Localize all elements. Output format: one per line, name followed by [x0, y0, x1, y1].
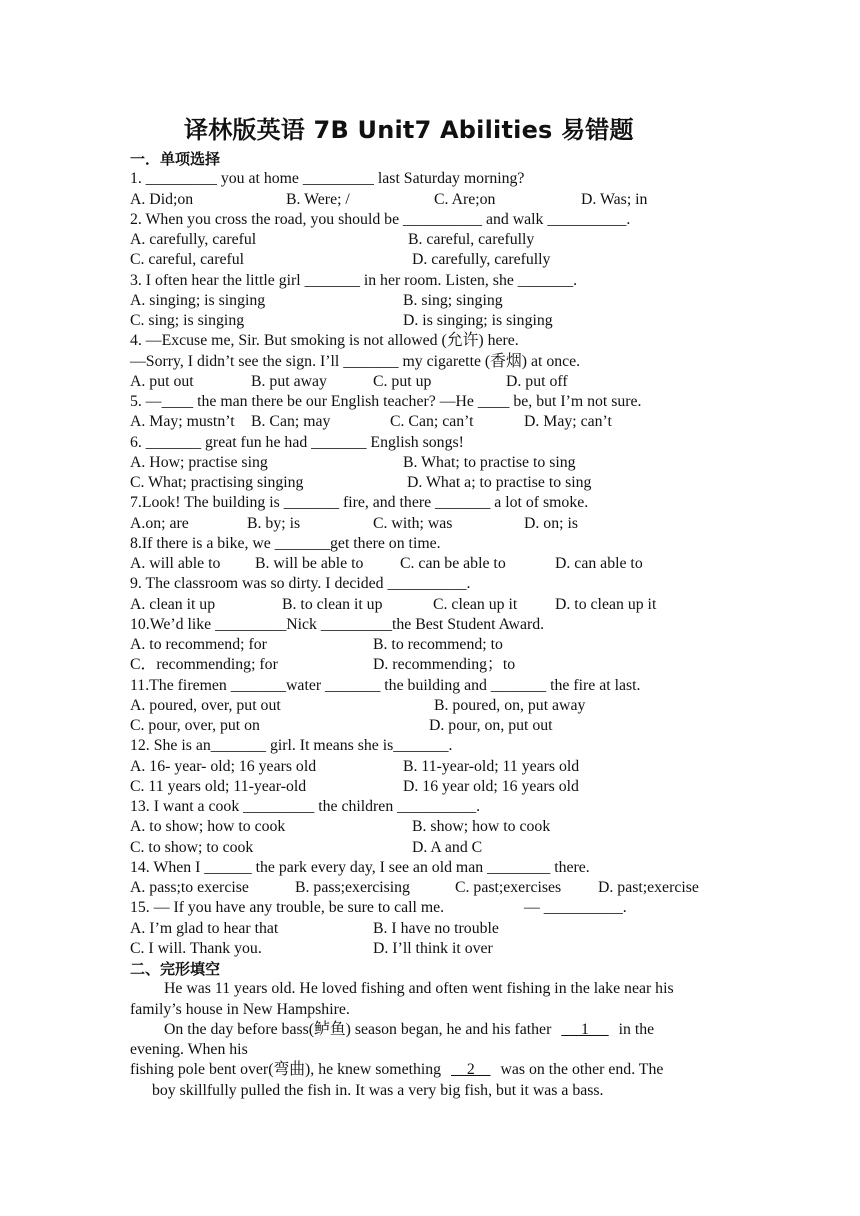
option-d: D. can able to	[555, 555, 643, 572]
question-7-options	[130, 514, 740, 534]
question-6-options-row1	[130, 453, 740, 473]
option-a: A. pass;to exercise	[130, 879, 249, 896]
option-d: D. past;exercise	[598, 879, 699, 896]
option-a: A. I’m glad to hear that	[130, 919, 279, 937]
option-a: A. May; mustn’t	[130, 413, 235, 431]
question-3-options-row2	[130, 311, 740, 331]
option-d: D. May; can’t	[524, 413, 612, 431]
option-b: B. pass;exercising	[295, 879, 410, 896]
option-b: B. I have no trouble	[373, 919, 499, 937]
document-title: 译林版英语 7B Unit7 Abilities 易错题	[184, 116, 634, 144]
option-d: D. A and C	[412, 838, 483, 856]
option-b: B. 11-year-old; 11 years old	[403, 757, 580, 775]
option-b: B. will be able to	[255, 555, 364, 572]
question-9: 9. The classroom was so dirty. I decided __________.	[130, 575, 471, 593]
question-15-prompt: 15. — If you have any trouble, be sure to call me.	[130, 899, 445, 917]
option-c: C. with; was	[373, 514, 453, 532]
question-12: 12. She is an_______ girl. It means she is_______.	[130, 737, 453, 755]
section-heading-multiple-choice: 一．单项选择	[130, 150, 221, 168]
question-11-options-row2	[130, 716, 740, 736]
question-2: 2. When you cross the road, you should be __________ and walk __________.	[130, 210, 631, 228]
question-4-options	[130, 372, 740, 392]
option-d: D. is singing; is singing	[403, 312, 553, 329]
option-a: A. Did;on	[130, 190, 194, 208]
cloze-paragraph-3-line2: boy skillfully pulled the fish in. It was a very big fish, but it was a bass.	[152, 1081, 604, 1099]
question-3-options-row1	[130, 291, 740, 311]
question-4-line1: 4. —Excuse me, Sir. But smoking is not allowed (允许) here.	[130, 332, 519, 350]
option-d: D. What a; to practise to sing	[407, 474, 592, 491]
option-c: C. I will. Thank you.	[130, 939, 262, 957]
question-10-options-row2	[130, 655, 740, 675]
cloze-paragraph-1-line1: He was 11 years old. He loved fishing and often went fishing in the lake near his	[164, 980, 674, 998]
option-a: A. 16- year- old; 16 years old	[130, 757, 317, 775]
option-b: B. sing; singing	[403, 291, 503, 309]
option-b: B. Can; may	[251, 413, 331, 431]
option-c: C. Are;on	[434, 190, 496, 208]
question-15-response: — __________.	[524, 899, 627, 917]
question-15	[130, 898, 740, 918]
option-a: A. poured, over, put out	[130, 696, 281, 714]
cloze-text: On the day before bass(鲈鱼) season began, he and his father	[164, 1020, 552, 1038]
question-12-options-row1	[130, 757, 740, 777]
option-a: A. clean it up	[130, 595, 216, 613]
option-c: C. Can; can’t	[390, 413, 474, 431]
cloze-blank-2: 2	[451, 1061, 491, 1079]
question-8: 8.If there is a bike, we _______get there on time.	[130, 534, 441, 552]
question-10-options-row1	[130, 635, 740, 655]
question-4-line2: —Sorry, I didn’t see the sign. I’ll _______ my cigarette (香烟) at once.	[130, 352, 581, 370]
option-b: B. What; to practise to sing	[403, 453, 576, 471]
option-d: D. to clean up it	[555, 595, 657, 613]
document-content	[130, 149, 740, 1101]
question-1: 1. _________ you at home _________ last Saturday morning?	[130, 170, 525, 188]
option-c: C. clean up it	[433, 595, 518, 613]
question-14-options	[130, 878, 740, 898]
option-a: A. to show; how to cook	[130, 818, 286, 836]
option-c: C. What; practising singing	[130, 474, 304, 491]
question-13-options-row2	[130, 838, 740, 858]
cloze-paragraph-2-line2: evening. When his	[130, 1041, 248, 1058]
option-c: C. can be able to	[400, 555, 506, 572]
option-a: A. put out	[130, 372, 194, 390]
option-d: D. pour, on, put out	[429, 717, 553, 734]
cloze-paragraph-2-line1	[130, 1020, 740, 1040]
option-b: B. by; is	[247, 514, 301, 532]
option-b: B. Were; /	[286, 190, 350, 208]
option-c: C. to show; to cook	[130, 838, 254, 856]
question-5: 5. —____ the man there be our English teacher? —He ____ be, but I’m not sure.	[130, 393, 642, 410]
option-c: C. put up	[373, 372, 432, 390]
question-11: 11.The firemen _______water _______ the building and _______ the fire at last.	[130, 676, 641, 694]
cloze-blank-1: 1	[561, 1020, 609, 1038]
question-13-options-row1	[130, 817, 740, 837]
question-3: 3. I often hear the little girl _______ in her room. Listen, she _______.	[130, 271, 578, 289]
option-d: D. 16 year old; 16 years old	[403, 777, 579, 795]
cloze-text: was on the other end. The	[500, 1061, 664, 1079]
option-c: C. careful, careful	[130, 251, 245, 269]
question-2-options-row1	[130, 230, 740, 250]
option-a: A. singing; is singing	[130, 291, 266, 309]
option-d: D. carefully, carefully	[412, 251, 551, 269]
question-15-options-row2	[130, 939, 740, 959]
option-c: C. past;exercises	[455, 879, 562, 896]
option-c: C. pour, over, put on	[130, 717, 260, 734]
option-a: A. carefully, careful	[130, 231, 257, 248]
option-d: D. put off	[506, 372, 568, 390]
question-5-options	[130, 412, 740, 432]
option-b: B. poured, on, put away	[434, 696, 586, 714]
question-6: 6. _______ great fun he had _______ English songs!	[130, 433, 464, 451]
question-14: 14. When I ______ the park every day, I see an old man ________ there.	[130, 858, 590, 876]
cloze-paragraph-1-line2: family’s house in New Hampshire.	[130, 1000, 350, 1018]
question-1-options	[130, 190, 740, 210]
option-b: B. to recommend; to	[373, 636, 503, 653]
question-10: 10.We’d like _________Nick _________the Best Student Award.	[130, 615, 545, 633]
question-11-options-row1	[130, 696, 740, 716]
option-d: D. on; is	[524, 514, 578, 532]
option-c: C. 11 years old; 11-year-old	[130, 777, 307, 795]
question-7: 7.Look! The building is _______ fire, and there _______ a lot of smoke.	[130, 494, 589, 512]
question-12-options-row2	[130, 777, 740, 797]
option-a: A. to recommend; for	[130, 636, 267, 653]
cloze-paragraph-3-line1	[130, 1060, 740, 1080]
option-a: A. will able to	[130, 555, 221, 572]
option-d: D. Was; in	[581, 190, 648, 208]
option-c: C. sing; is singing	[130, 312, 245, 329]
option-a: A. How; practise sing	[130, 453, 268, 471]
question-13: 13. I want a cook _________ the children __________.	[130, 798, 481, 815]
question-8-options	[130, 554, 740, 574]
cloze-text: in the	[618, 1020, 655, 1038]
option-d: D. I’ll think it over	[373, 939, 493, 957]
question-9-options	[130, 595, 740, 615]
question-15-options-row1	[130, 919, 740, 939]
section-heading-cloze: 二、完形填空	[130, 960, 221, 978]
question-2-options-row2	[130, 250, 740, 270]
option-b: B. careful, carefully	[408, 231, 535, 248]
option-c: C．recommending; for	[130, 656, 278, 674]
option-d: D. recommending；to	[373, 656, 516, 674]
option-b: B. show; how to cook	[412, 818, 551, 836]
question-6-options-row2	[130, 473, 740, 493]
cloze-text: fishing pole bent over(弯曲), he knew something	[130, 1061, 442, 1079]
option-a: A.on; are	[130, 514, 189, 532]
option-b: B. put away	[251, 372, 327, 390]
option-b: B. to clean it up	[282, 595, 383, 613]
